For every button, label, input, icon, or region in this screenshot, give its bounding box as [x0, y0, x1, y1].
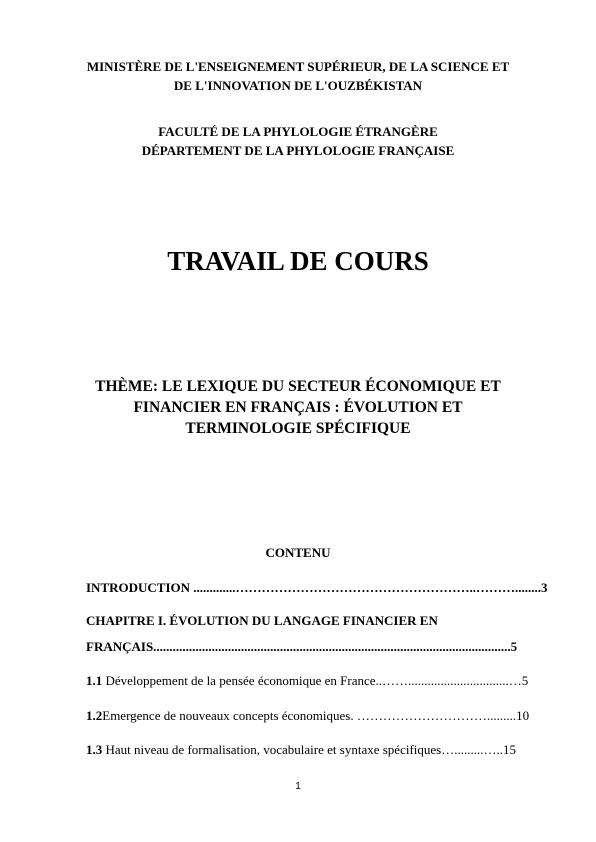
theme-block	[90, 376, 506, 439]
theme-line-2: FINANCIER EN FRANÇAIS : ÉVOLUTION ET	[133, 399, 463, 416]
ministry-line-1: MINISTÈRE DE L'ENSEIGNEMENT SUPÉRIEUR, DE LA SCIENCE ET	[86, 59, 510, 74]
toc-entry-1-1[interactable]	[86, 671, 550, 691]
toc-1-3-number: 1.3	[86, 742, 103, 757]
toc-1-1-text: Développement de la pensée économique en France..……...............................…5	[102, 673, 529, 688]
faculty-header	[60, 122, 536, 160]
ministry-line-2: DE L'INNOVATION DE L'OUZBÉKISTAN	[173, 78, 423, 93]
theme-line-1: THÈME: LE LEXIQUE DU SECTEUR ÉCONOMIQUE ET	[95, 378, 501, 395]
toc-1-3-text: Haut niveau de formalisation, vocabulaire et syntaxe spécifiques….........…..15	[102, 742, 516, 757]
toc-entry-introduction[interactable]	[86, 578, 550, 598]
toc-introduction-text: INTRODUCTION .............………………………………………………..………........3	[86, 580, 548, 595]
toc-1-1-number: 1.1	[86, 673, 103, 688]
toc-1-2-text: Emergence de nouveaux concepts économiques. ………………………….........10	[102, 708, 530, 723]
document-title: TRAVAIL DE COURS	[167, 246, 429, 276]
toc-chapter-1-line-1: CHAPITRE I. ÉVOLUTION DU LANGAGE FINANCIER EN	[86, 613, 438, 628]
theme-line-3: TERMINOLOGIE SPÉCIFIQUE	[185, 420, 411, 437]
toc-entry-1-3[interactable]	[86, 740, 550, 760]
toc-chapter-1-line-2: FRANÇAIS..............................................................................................................5	[86, 639, 518, 654]
toc-entry-chapter-1[interactable]	[86, 611, 550, 657]
toc-1-2-number: 1.2	[86, 708, 103, 723]
page-number: 1	[295, 781, 301, 792]
department-line: DÉPARTEMENT DE LA PHYLOLOGIE FRANÇAISE	[141, 143, 455, 158]
ministry-header	[60, 57, 536, 95]
contents-heading: CONTENU	[265, 545, 331, 560]
toc-entry-1-2[interactable]	[86, 706, 550, 726]
faculty-line-1: FACULTÉ DE LA PHYLOLOGIE ÉTRANGÈRE	[158, 124, 438, 139]
